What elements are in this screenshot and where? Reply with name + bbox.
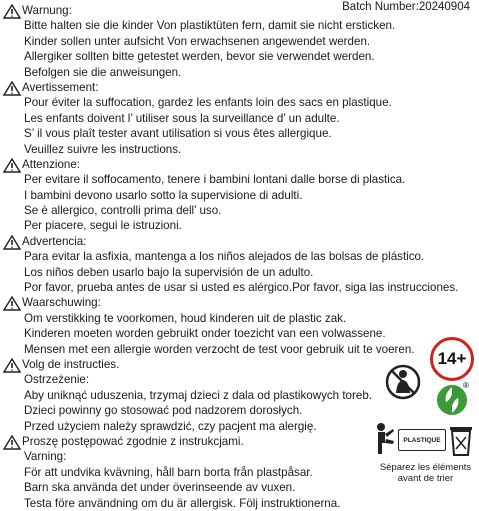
text-line-content: I bambini devono usarlo sotto la supervisione di adulti.: [24, 188, 303, 202]
text-line-content: Testa före användning om du är allergisk. Följ instruktionerna.: [24, 496, 341, 510]
batch-number: Batch Number:20240904: [342, 1, 470, 13]
text-line: [0, 34, 479, 49]
no-small-children-icon: [384, 363, 422, 401]
text-line: [0, 280, 479, 295]
warning-icon: [3, 358, 21, 373]
text-line: [0, 111, 479, 126]
text-line-content: Para evitar la asfixia, mantenga a los niños alejados de las bolsas de plástico.: [24, 250, 425, 264]
text-line-content: Waarschuwing:: [22, 296, 101, 310]
text-line: [0, 218, 479, 233]
text-line-content: Befolgen sie die anweisungen.: [24, 65, 182, 79]
text-line-content: Avertissement:: [22, 80, 99, 94]
text-line: [0, 126, 479, 141]
text-line-content: Allergiker sollten bitte getestet werden, bevor sie verwendet werden.: [24, 50, 375, 64]
text-line-content: Om verstikking te voorkomen, houd kinderen uit de plastic zak.: [24, 311, 347, 325]
text-line-content: Varning:: [24, 450, 67, 464]
text-line-content: Ostrzeżenie:: [24, 373, 90, 387]
text-line-content: Proszę postępować zgodnie z instrukcjami.: [22, 434, 244, 448]
text-line-content: Se è allergico, controlli prima dell’ uso.: [24, 204, 222, 218]
text-line-content: Barn ska använda det under överinseende av vuxen.: [24, 481, 296, 495]
text-line-content: Kinder sollen unter aufsicht Von erwachsenen angewendet werden.: [24, 34, 371, 48]
text-line: [0, 172, 479, 187]
warning-icon: [3, 296, 21, 311]
text-line: [0, 95, 479, 110]
warning-icon: [3, 4, 21, 19]
text-line-content: Pour éviter la suffocation, gardez les enfants loin des sacs en plastique.: [24, 96, 392, 110]
text-line: [0, 49, 479, 64]
warning-icon: [3, 158, 21, 173]
text-line-content: Per piacere, segui le istruzioni.: [24, 219, 182, 233]
text-line-content: S’ il vous plaît tester avant utilisation si vous êtes allergique.: [24, 127, 332, 141]
text-line-content: Les enfants doivent l’ utiliser sous la surveillance d’ un adulte.: [24, 111, 340, 125]
warning-icon: [3, 235, 21, 250]
text-line-content: Per evitare il soffocamento, tenere i bambini lontani dalle borse di plastica.: [24, 173, 406, 187]
text-line: [0, 80, 479, 95]
text-line: [0, 65, 479, 80]
plastique-label: PLASTIQUE: [398, 429, 446, 451]
text-line-content: Advertencia:: [22, 234, 87, 248]
registered-mark: ®: [463, 381, 469, 390]
text-line: [0, 234, 479, 249]
text-line: [0, 342, 479, 357]
text-line-content: För att undvika kvävning, håll barn borta från plastpåsar.: [24, 465, 313, 479]
text-line: [0, 3, 479, 18]
text-line-content: Dzieci powinny go stosować pod nadzorem dorosłych.: [24, 404, 303, 418]
text-line-content: Warnung:: [22, 4, 72, 17]
text-line: [0, 249, 479, 264]
green-dot-icon: [436, 380, 470, 416]
triman-caption-line-2: avant de trier: [397, 473, 454, 484]
text-line: [0, 311, 479, 326]
text-line-content: Aby uniknąć uduszenia, trzymaj dzieci z dala od plastikowych toreb.: [24, 388, 372, 402]
warning-icon: [3, 81, 21, 96]
text-line: [0, 18, 479, 33]
triman-icon: [372, 421, 398, 457]
text-line-content: Kinderen moeten worden gebruikt onder toezicht van een volwassene.: [24, 327, 386, 341]
text-line: [0, 203, 479, 218]
text-line-content: Volg de instructies.: [22, 357, 120, 371]
text-line-content: Mensen met een allergie worden verzocht de test voor gebruik uit te voeren.: [24, 342, 415, 356]
text-line: [0, 496, 479, 511]
warning-icon: [3, 435, 21, 450]
triman-caption-line-1: Séparez les éléments: [379, 462, 472, 473]
text-line: [0, 326, 479, 341]
triman-caption: [372, 462, 479, 484]
text-line: [0, 157, 479, 172]
text-line-content: Los niños deben usarlo bajo la supervisión de un adulto.: [24, 265, 314, 279]
text-line: [0, 188, 479, 203]
text-line-content: Por favor, prueba antes de usar si usted es alérgico.Por favor, siga las instrucciones.: [24, 281, 459, 295]
text-line: [0, 142, 479, 157]
age-badge: 14+: [430, 337, 474, 381]
text-line: [0, 265, 479, 280]
text-line: [0, 295, 479, 310]
text-line-content: Attenzione:: [22, 157, 81, 171]
text-line-content: Bitte halten sie die kinder Von plastiktüten fern, damit sie nicht ersticken.: [24, 19, 396, 33]
text-line-content: Veuillez suivre les instructions.: [24, 142, 182, 156]
text-line: [0, 403, 479, 418]
text-line-content: Przed użyciem należy sprawdzić, czy pacjent ma alergię.: [24, 419, 317, 433]
recycle-bin-icon: [447, 423, 475, 457]
